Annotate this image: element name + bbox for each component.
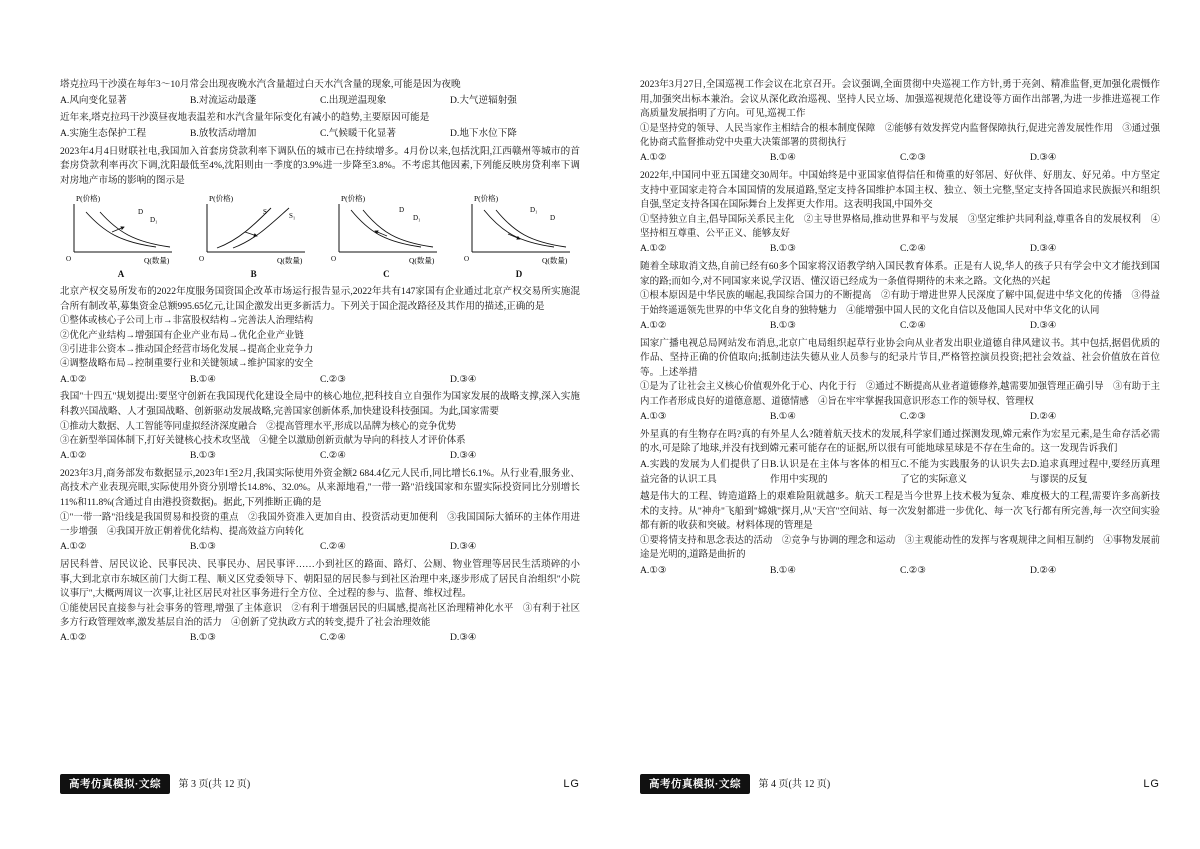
options-row bbox=[640, 319, 1160, 334]
options-row bbox=[60, 94, 580, 109]
svg-text:D: D bbox=[399, 206, 405, 215]
question-17 bbox=[640, 78, 1160, 166]
option-c[interactable]: C.②④ bbox=[900, 319, 926, 331]
sub-option-1: ①推动大数据、人工智能等同虚拟经济深度融合 ②提高管理水平,形成以品牌为核心的竞争优势 bbox=[60, 421, 457, 432]
option-a[interactable]: A.①③ bbox=[640, 564, 667, 576]
page-number: 第 3 页(共 12 页) bbox=[178, 779, 251, 790]
options-row bbox=[60, 373, 580, 388]
question-stem: 2023年3月27日,全国巡视工作会议在北京召开。会议强调,全面贯彻中央巡视工作方针,勇于亮剑、精准监督,更加强化震慑作用,加强突出标本兼治。会议从深化政治巡视、坚持人民立场、加强巡视规范化建设等方面作出部署,为进一步推进巡视工作高质量发展指明了方向。可见,巡视工作 bbox=[640, 79, 1160, 120]
options-row bbox=[60, 449, 580, 464]
option-a[interactable]: A.①② bbox=[60, 450, 87, 462]
question-22 bbox=[640, 490, 1160, 578]
question-21 bbox=[640, 428, 1160, 487]
exam-badge: 高考仿真模拟·文综 bbox=[60, 774, 170, 794]
option-d[interactable]: D.大气逆辐射强 bbox=[450, 94, 517, 106]
option-a[interactable]: A.①② bbox=[640, 152, 667, 164]
options-row bbox=[640, 410, 1160, 425]
svg-text:D₁: D₁ bbox=[413, 214, 421, 223]
option-c[interactable]: C.②③ bbox=[900, 411, 926, 423]
right-column bbox=[640, 78, 1160, 581]
sub-option-1: ①是坚持党的领导、人民当家作主相结合的根本制度保障 ②能够有效发挥党内监督保障执行,促进完善发展性作用 ③通过强化协商式监督推动党中央重大决策部署的贯彻执行 bbox=[640, 123, 1160, 149]
option-b[interactable]: B.①③ bbox=[190, 632, 216, 644]
question-stem: 2022年,中国同中亚五国建交30周年。中国始终是中亚国家值得信任和倚重的好邻居、好伙伴、好朋友、好兄弟。中方坚定支持中亚国家走符合本国国情的发展道路,坚定支持各国维护本国主权、独立、领土完整,坚定支持各国追求民族振兴和组织自强,坚定支持各国在国际舞台上发挥更大作用。这表明我国,中国外交 bbox=[640, 170, 1160, 211]
question-stem: 近年来,塔克拉玛干沙漠昼夜地表温差和水汽含量年际变化有减小的趋势,主要原因可能是 bbox=[60, 112, 430, 124]
question-18 bbox=[640, 169, 1160, 257]
option-d[interactable]: D.③④ bbox=[1030, 152, 1057, 164]
svg-text:P(价格): P(价格) bbox=[473, 194, 499, 204]
svg-text:Q(数量): Q(数量) bbox=[541, 256, 568, 266]
figure-caption-b[interactable]: B bbox=[250, 269, 257, 280]
sub-option-1: ①能使居民直接参与社会事务的管理,增强了主体意识 ②有利于增强居民的归属感,提高社区治理精神化水平 ③有利于社区多方行政管理效率,激发基层自治的活力 ④创新了党执政方式的转变,提升了社会治理效能 bbox=[60, 603, 580, 629]
options-row bbox=[640, 151, 1160, 166]
figure-caption-d[interactable]: D bbox=[515, 269, 523, 280]
option-d[interactable]: D.③④ bbox=[1030, 319, 1057, 331]
page-footer-left bbox=[60, 774, 580, 794]
option-c[interactable]: C.②③ bbox=[320, 373, 346, 385]
option-b[interactable]: B.①③ bbox=[190, 541, 216, 553]
option-d[interactable]: D.③④ bbox=[1030, 243, 1057, 255]
svg-text:O: O bbox=[66, 255, 72, 264]
question-20 bbox=[640, 337, 1160, 425]
figure-d bbox=[458, 192, 580, 266]
option-c[interactable]: C.②④ bbox=[320, 632, 346, 644]
svg-text:Q(数量): Q(数量) bbox=[144, 256, 170, 266]
option-a[interactable]: A.①② bbox=[640, 243, 667, 255]
figure-c bbox=[325, 192, 447, 266]
option-d[interactable]: D.③④ bbox=[450, 373, 477, 385]
footer-badge-group bbox=[60, 774, 250, 794]
option-b[interactable]: B.对流运动最蓬 bbox=[190, 94, 257, 106]
options-row bbox=[640, 564, 1160, 579]
question-19 bbox=[640, 260, 1160, 333]
sub-option-2: ②优化产业结构→增强国有企业产业布局→优化企业产业链 bbox=[60, 330, 304, 341]
sub-option-1: ①整体或核心子公司上市→非富股权结构→完善法人治理结构 bbox=[60, 316, 314, 327]
page-number: 第 4 页(共 12 页) bbox=[758, 779, 831, 790]
option-c[interactable]: C.②④ bbox=[900, 243, 926, 255]
question-stem: 2023年4月4日财联社电,我国加入首套房贷款利率下调队伍的城市已在持续增多。4月份以来,包括沈阳,江西赣州等城市的首套房贷款利率再次下调,沈阳最低至4%,沈阳则由一季度的3.9%进一步降至3.8%。不考虑其他因素,下列能反映房贷利率下调对房地产市场的影响的图示是 bbox=[60, 145, 580, 186]
exam-badge: 高考仿真模拟·文综 bbox=[640, 774, 750, 794]
option-a[interactable]: A.①② bbox=[640, 319, 667, 331]
option-b[interactable]: B.①③ bbox=[190, 450, 216, 462]
question-13 bbox=[60, 285, 580, 387]
option-b[interactable]: B.①④ bbox=[770, 411, 796, 423]
svg-text:Q(数量): Q(数量) bbox=[409, 256, 435, 266]
figure-b bbox=[193, 192, 315, 266]
svg-text:P(价格): P(价格) bbox=[76, 194, 101, 204]
figure-a bbox=[60, 192, 182, 266]
option-b[interactable]: B.①④ bbox=[770, 564, 796, 576]
options-row bbox=[640, 242, 1160, 257]
sub-option-2: ③在新型举国体制下,打好关键核心技术攻坚战 ④健全以激励创新贡献为导向的科技人才评价体系 bbox=[60, 435, 466, 446]
option-c[interactable]: C.②④ bbox=[320, 541, 346, 553]
question-stem: 国家广播电视总局网站发布消息,北京广电局组织起草行业协会向从业者发出职业道德自律风建议书。其中包括,据倡优质的作品、坚持正确的价值取向;抵制违法失德从业人员参与的纪录片节目,严格管控演员投资;把社会效益、社会价值放在首位等。上述举措 bbox=[640, 337, 1160, 378]
paper-code: LG bbox=[563, 778, 580, 790]
option-d[interactable]: D.追求真理过程中,要经历真理与谬误的反复 bbox=[1030, 458, 1160, 485]
options-row bbox=[60, 631, 580, 646]
sub-option-1: ①要将情支持和思念表达的活动 ②竞争与协调的理念和运动 ③主观能动性的发挥与客观规律之间相互制约 ④事物发展前途是光明的,道路是曲折的 bbox=[640, 536, 1160, 561]
options-row bbox=[60, 540, 580, 555]
svg-text:D₁: D₁ bbox=[150, 216, 158, 225]
option-b[interactable]: B.认识是在主体与客体的相互作用中实现的 bbox=[770, 458, 900, 485]
option-a[interactable]: A.①② bbox=[60, 632, 87, 644]
option-b[interactable]: B.①④ bbox=[190, 373, 216, 385]
question-14 bbox=[60, 390, 580, 463]
option-a[interactable]: A.实施生态保护工程 bbox=[60, 127, 147, 139]
option-c[interactable]: C.②③ bbox=[900, 564, 926, 576]
svg-text:O: O bbox=[463, 255, 470, 264]
question-stem: 外星真的有生物存在吗?真的有外星人么?随着航天技术的发展,科学家们通过探测发现,嫦元索作为宏星元素,是生命存活必需的水,可是除了地球,并没有找到嫦元素可能存在的证据,所以很有可能地球星球是不存在生命的。这一发现告诉我们 bbox=[640, 428, 1160, 455]
option-d[interactable]: D.③④ bbox=[450, 541, 477, 553]
question-16 bbox=[60, 558, 580, 646]
question-stem: 塔克拉玛干沙漠在每年3～10月常会出现夜晚水汽含量超过白天水汽含量的现象,可能是因为夜晚 bbox=[60, 79, 461, 90]
question-11 bbox=[60, 111, 580, 141]
question-stem: 北京产权交易所发布的2022年度服务国资国企改革市场运行报告显示,2022年共有147家国有企业通过北京产权交易所实施混合所有制改革,募集资金总额995.65亿元,让国企激发出更多新活力。下列关于国企混改路径及其作用的描述,正确的是 bbox=[60, 286, 580, 312]
svg-text:D: D bbox=[549, 214, 556, 223]
sub-option-1: ①"一带一路"沿线是我国贸易和投资的重点 ②我国外资准入更加自由、投资活动更加便利 ③我国国际大循环的主体作用进一步增强 ④我国开放正朝着优化结构、提高效益方向转化 bbox=[60, 512, 580, 537]
question-stem: 2023年3月,商务部发布数据显示,2023年1至2月,我国实际使用外资金额2 684.4亿元人民币,同比增长6.1%。从行业看,服务业、高技术产业表现亮眼,实际使用外资分别增长14.8%、32.0%。从来源地看,"一带一路"沿线国家和东盟实际投资同比分别增长11%和11.8%(含通过自由港投资数据)。据此,下列推断正确的是 bbox=[60, 467, 580, 509]
option-d[interactable]: D.地下水位下降 bbox=[450, 127, 517, 139]
question-15 bbox=[60, 467, 580, 555]
svg-text:S: S bbox=[262, 208, 267, 217]
option-a[interactable]: A.风向变化显著 bbox=[60, 94, 127, 106]
page-footer-right bbox=[640, 774, 1160, 794]
option-d[interactable]: D.③④ bbox=[450, 450, 477, 462]
svg-text:Q(数量): Q(数量) bbox=[276, 256, 303, 266]
question-10 bbox=[60, 78, 580, 108]
question-12 bbox=[60, 145, 580, 282]
svg-text:O: O bbox=[331, 255, 337, 264]
svg-text:P(价格): P(价格) bbox=[341, 194, 366, 204]
sub-option-4: ④调整战略布局→控制重要行业和关键领域→维护国家的安全 bbox=[60, 359, 314, 370]
option-c[interactable]: C.气候暖干化显著 bbox=[320, 127, 396, 139]
paper-code: LG bbox=[1143, 778, 1160, 790]
question-stem: 我国"十四五"规划提出:要坚守创新在我国现代化建设全局中的核心地位,把科技自立自强作为国家发展的战略支撑,深入实施科教兴国战略、人才强国战略、创新驱动发展战略,完善国家创新体系,加快建设科技强国。为此,国家需要 bbox=[60, 391, 580, 417]
option-d[interactable]: D.③④ bbox=[450, 632, 477, 644]
sub-option-1: ①根本原因是中华民族的崛起,我国综合国力的不断提高 ②有助于增进世界人民深度了解中国,促进中华文化的传播 ③得益于始终遥遥领先世界的中华文化自身的独特魅力 ④能增强中国人民的文化自信以及他国人民对中华文化的认同 bbox=[640, 291, 1160, 316]
option-b[interactable]: B.①④ bbox=[770, 152, 796, 164]
option-c[interactable]: C.②③ bbox=[900, 152, 926, 164]
option-a[interactable]: A.①② bbox=[60, 541, 87, 553]
option-b[interactable]: B.①③ bbox=[770, 319, 796, 331]
figure-caption-c[interactable]: C bbox=[383, 269, 390, 280]
footer-badge-group bbox=[640, 774, 830, 794]
option-c[interactable]: C.出现逆温现象 bbox=[320, 94, 387, 106]
figure-row bbox=[60, 192, 580, 266]
figure-caption-a[interactable]: A bbox=[117, 269, 125, 280]
sub-option-1: ①坚持独立自主,倡导国际关系民主化 ②主导世界格局,推动世界和平与发展 ③坚定维护共同利益,尊重各自的发展权利 ④坚持相互尊重、公平正义、能够友好 bbox=[640, 214, 1160, 240]
question-stem: 居民科普、居民议论、民事民决、民事民办、居民事评……小到社区的路面、路灯、公厕、物业管理等居民生活琐碎的小事,大到北京市东城区前门大街工程、顺义区党委领导下、朝阳显的居民参与到社区治理中来,逐步形成了居民自治组织"小院议事厅",大概两周议一次事,让社区居民对社区事务进行全方位、全过程的参与、监督、维权过程。 bbox=[60, 559, 580, 600]
question-stem: 越是伟大的工程、铸造道路上的艰难险阻就越多。航天工程是当今世界上技术极为复杂、难度极大的工程,需要许多高新技术的支持。从"神舟"飞船到"嫦娥"探月,从"天宫"空间站、每一次发射都进一步优化、每一次飞行都有所完善,每一次空间实验都有新的收获和突破。材料体现的管理是 bbox=[640, 491, 1160, 532]
option-b[interactable]: B.放牧活动增加 bbox=[190, 127, 257, 139]
options-list bbox=[640, 458, 1160, 487]
option-b[interactable]: B.①③ bbox=[770, 243, 796, 255]
svg-text:P(价格): P(价格) bbox=[208, 194, 233, 204]
svg-text:S₁: S₁ bbox=[288, 212, 295, 221]
sub-option-1: ①是为了让社会主义核心价值观外化于心、内化于行 ②通过不断提高从业者道德修养,越需要加强管理正确引导 ③有助于主内工作者形成良好的道德意愿、道德情感 ④旨在牢牢掌握我国意识形态工作的领导权、管理权 bbox=[640, 382, 1160, 407]
option-c[interactable]: C.不能为实践服务的认识失去了它的实际意义 bbox=[900, 458, 1030, 485]
option-c[interactable]: C.②④ bbox=[320, 450, 346, 462]
question-stem: 随着全球取消文热,自前已经有60多个国家将汉语教学纳入国民教育体系。正是有人说,华人的孩子只有学会中文才能找到国家的路;而如今,对不同国家来说,学汉语、懂汉语已经成为一条值得期待的未来之路。文化热的兴起 bbox=[640, 261, 1160, 287]
svg-text:O: O bbox=[198, 255, 204, 264]
svg-text:D: D bbox=[138, 208, 144, 217]
figure-captions bbox=[60, 268, 580, 282]
options-row bbox=[60, 127, 580, 142]
sub-option-3: ③引进非公资本→推动国企经营市场化发展→提高企业竞争力 bbox=[60, 345, 314, 356]
option-a[interactable]: A.实践的发展为人们提供了日益完备的认识工具 bbox=[640, 458, 770, 485]
option-a[interactable]: A.①③ bbox=[640, 411, 667, 423]
left-column bbox=[60, 78, 580, 649]
option-d[interactable]: D.②④ bbox=[1030, 411, 1057, 423]
svg-text:D₁: D₁ bbox=[529, 206, 538, 215]
option-a[interactable]: A.①② bbox=[60, 373, 87, 385]
option-d[interactable]: D.②④ bbox=[1030, 564, 1057, 576]
